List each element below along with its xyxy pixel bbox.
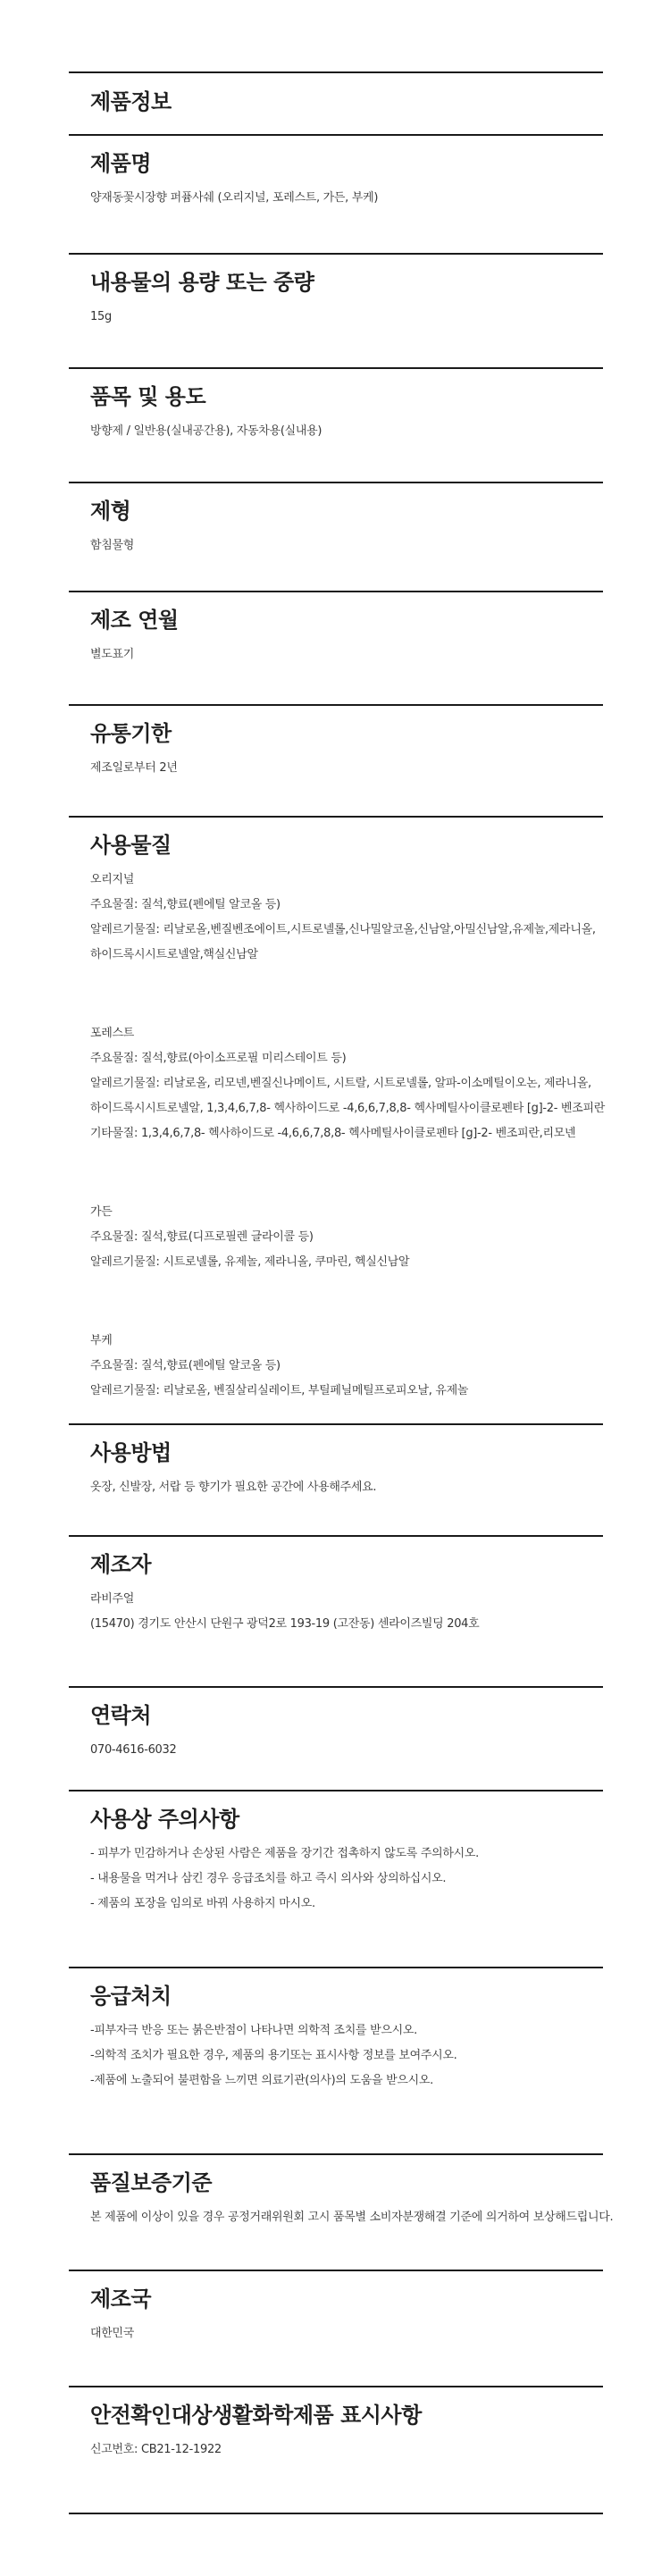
section-text: 방향제 / 일반용(실내공간용), 자동차용(실내용)	[90, 424, 322, 438]
divider	[69, 134, 603, 136]
divider	[69, 1686, 603, 1688]
section-text: - 피부가 민감하거나 손상된 사람은 제품을 장기간 접촉하지 않도록 주의하시오.	[90, 1847, 479, 1860]
section-text: 알레르기물질: 시트로넬롤, 유제놀, 제라니올, 쿠마린, 헥실신남알	[90, 1255, 410, 1269]
page-title-block	[90, 88, 590, 115]
section-manufacture-date	[90, 607, 590, 667]
section-text: 하이드록시시트로넬알,핵실신남알	[90, 948, 258, 961]
page-title: 제품정보	[90, 89, 172, 114]
section-text: 알레르기물질: 리날로올, 벤질살리실레이트, 부틸페닐메틸프로피오날, 유제놀	[90, 1384, 469, 1397]
section-volume	[90, 269, 590, 330]
section-text: 양재동꽃시장향 퍼퓸사쉐 (오리지널, 포레스트, 가든, 부케)	[90, 191, 379, 205]
section-text: -제품에 노출되어 불편함을 느끼면 의료기관(의사)의 도움을 받으시오.	[90, 2074, 433, 2087]
section-first-aid	[90, 1983, 590, 2094]
section-text: 대한민국	[90, 2327, 135, 2340]
section-text: 기타물질: 1,3,4,6,7,8- 헥사하이드로 -4,6,6,7,8,8- 헥사메틸사이클로펜타 [g]-2- 벤조피란,리모넨	[90, 1127, 576, 1140]
section-text: 주요물질: 질석,향료(디프로필렌 글라이콜 등)	[90, 1230, 314, 1244]
section-heading: 제형	[90, 499, 131, 524]
divider	[69, 2386, 603, 2387]
section-text: 15g	[90, 310, 112, 323]
section-product-name	[90, 150, 590, 211]
divider	[69, 816, 603, 818]
section-text: - 제품의 포장을 임의로 바꿔 사용하지 마시오.	[90, 1897, 315, 1910]
section-heading: 제품명	[90, 151, 152, 176]
section-heading: 연락처	[90, 1703, 152, 1728]
section-text: 알레르기물질: 리날로올, 리모넨,벤질신나메이트, 시트랄, 시트로넬롤, 알파-이소메틸이오논, 제라니올,	[90, 1077, 591, 1090]
section-heading: 응급처치	[90, 1984, 172, 2009]
section-heading: 제조 연월	[90, 608, 179, 633]
section-text: -피부자극 반응 또는 붉은반점이 나타나면 의학적 조치를 받으시오.	[90, 2024, 418, 2037]
section-manufacturer	[90, 1551, 590, 1637]
section-heading: 제조자	[90, 1552, 152, 1577]
section-expiry	[90, 720, 590, 781]
divider	[69, 591, 603, 592]
section-text: 070-4616-6032	[90, 1743, 177, 1757]
section-form	[90, 498, 590, 558]
section-text: 오리지널	[90, 873, 135, 886]
divider	[69, 482, 603, 483]
section-text: 옷장, 신발장, 서랍 등 향기가 필요한 공간에 사용해주세요.	[90, 1481, 377, 1494]
section-text: 주요물질: 질석,향료(펜에틸 알코올 등)	[90, 898, 281, 911]
section-text: 가든	[90, 1205, 113, 1219]
section-text: 본 제품에 이상이 있을 경우 공정거래위원회 고시 품목별 소비자분쟁해결 기준에 의거하여 보상해드립니다.	[90, 2211, 614, 2224]
section-heading: 사용물질	[90, 833, 172, 858]
section-text: 라비주얼	[90, 1592, 135, 1606]
section-heading: 유통기한	[90, 721, 172, 746]
section-text: 부케	[90, 1334, 113, 1347]
section-heading: 제조국	[90, 2287, 152, 2312]
section-precautions	[90, 1806, 590, 1917]
spacer	[90, 1289, 590, 1314]
section-text: 주요물질: 질석,향료(펜에틸 알코올 등)	[90, 1359, 281, 1372]
section-text: 포레스트	[90, 1027, 135, 1040]
spacer	[90, 982, 590, 1007]
section-text: 제조일로부터 2년	[90, 761, 178, 775]
section-ingredients	[90, 832, 605, 1404]
divider	[69, 1535, 603, 1537]
section-text: (15470) 경기도 안산시 단원구 광덕2로 193-19 (고잔동) 센라이즈빌딩 204호	[90, 1617, 480, 1631]
section-text: 하이드록시시트로넬알, 1,3,4,6,7,8- 헥사하이드로 -4,6,6,7,8,8- 헥사메틸사이클로펜타 [g]-2- 벤조피란	[90, 1102, 605, 1115]
section-text: 별도표기	[90, 648, 135, 661]
section-quality-guarantee	[90, 2169, 614, 2230]
section-heading: 안전확인대상생활화학제품 표시사항	[90, 2403, 422, 2428]
section-safety-label	[90, 2402, 590, 2463]
divider	[69, 1423, 603, 1425]
section-text: 주요물질: 질석,향료(아이소프로필 미리스테이트 등)	[90, 1052, 347, 1065]
divider	[69, 2513, 603, 2514]
section-text: 알레르기물질: 리날로올,벤질벤조에이트,시트로넬롤,신나밀알코올,신남알,아밀신남알,유제놀,제라니올,	[90, 923, 596, 936]
section-text: 함침물형	[90, 539, 135, 552]
divider	[69, 1967, 603, 1968]
section-contact	[90, 1702, 590, 1763]
section-usage	[90, 1439, 590, 1500]
section-text: 신고번호: CB21-12-1922	[90, 2443, 222, 2456]
section-heading: 사용상 주의사항	[90, 1807, 239, 1832]
section-heading: 품목 및 용도	[90, 384, 206, 409]
section-country	[90, 2286, 590, 2346]
section-heading: 내용물의 용량 또는 중량	[90, 270, 314, 295]
divider	[69, 2270, 603, 2271]
section-text: - 내용물을 먹거나 삼킨 경우 응급조치를 하고 즉시 의사와 상의하십시오.	[90, 1872, 447, 1885]
divider	[69, 1790, 603, 1791]
section-heading: 품질보증기준	[90, 2170, 213, 2195]
section-heading: 사용방법	[90, 1440, 172, 1465]
spacer	[90, 1161, 590, 1186]
section-text: -의학적 조치가 필요한 경우, 제품의 용기또는 표시사항 정보를 보여주시오.	[90, 2049, 457, 2062]
divider	[69, 2153, 603, 2155]
divider	[69, 367, 603, 369]
divider	[69, 71, 603, 73]
divider	[69, 253, 603, 255]
divider	[69, 704, 603, 706]
section-category	[90, 383, 590, 444]
